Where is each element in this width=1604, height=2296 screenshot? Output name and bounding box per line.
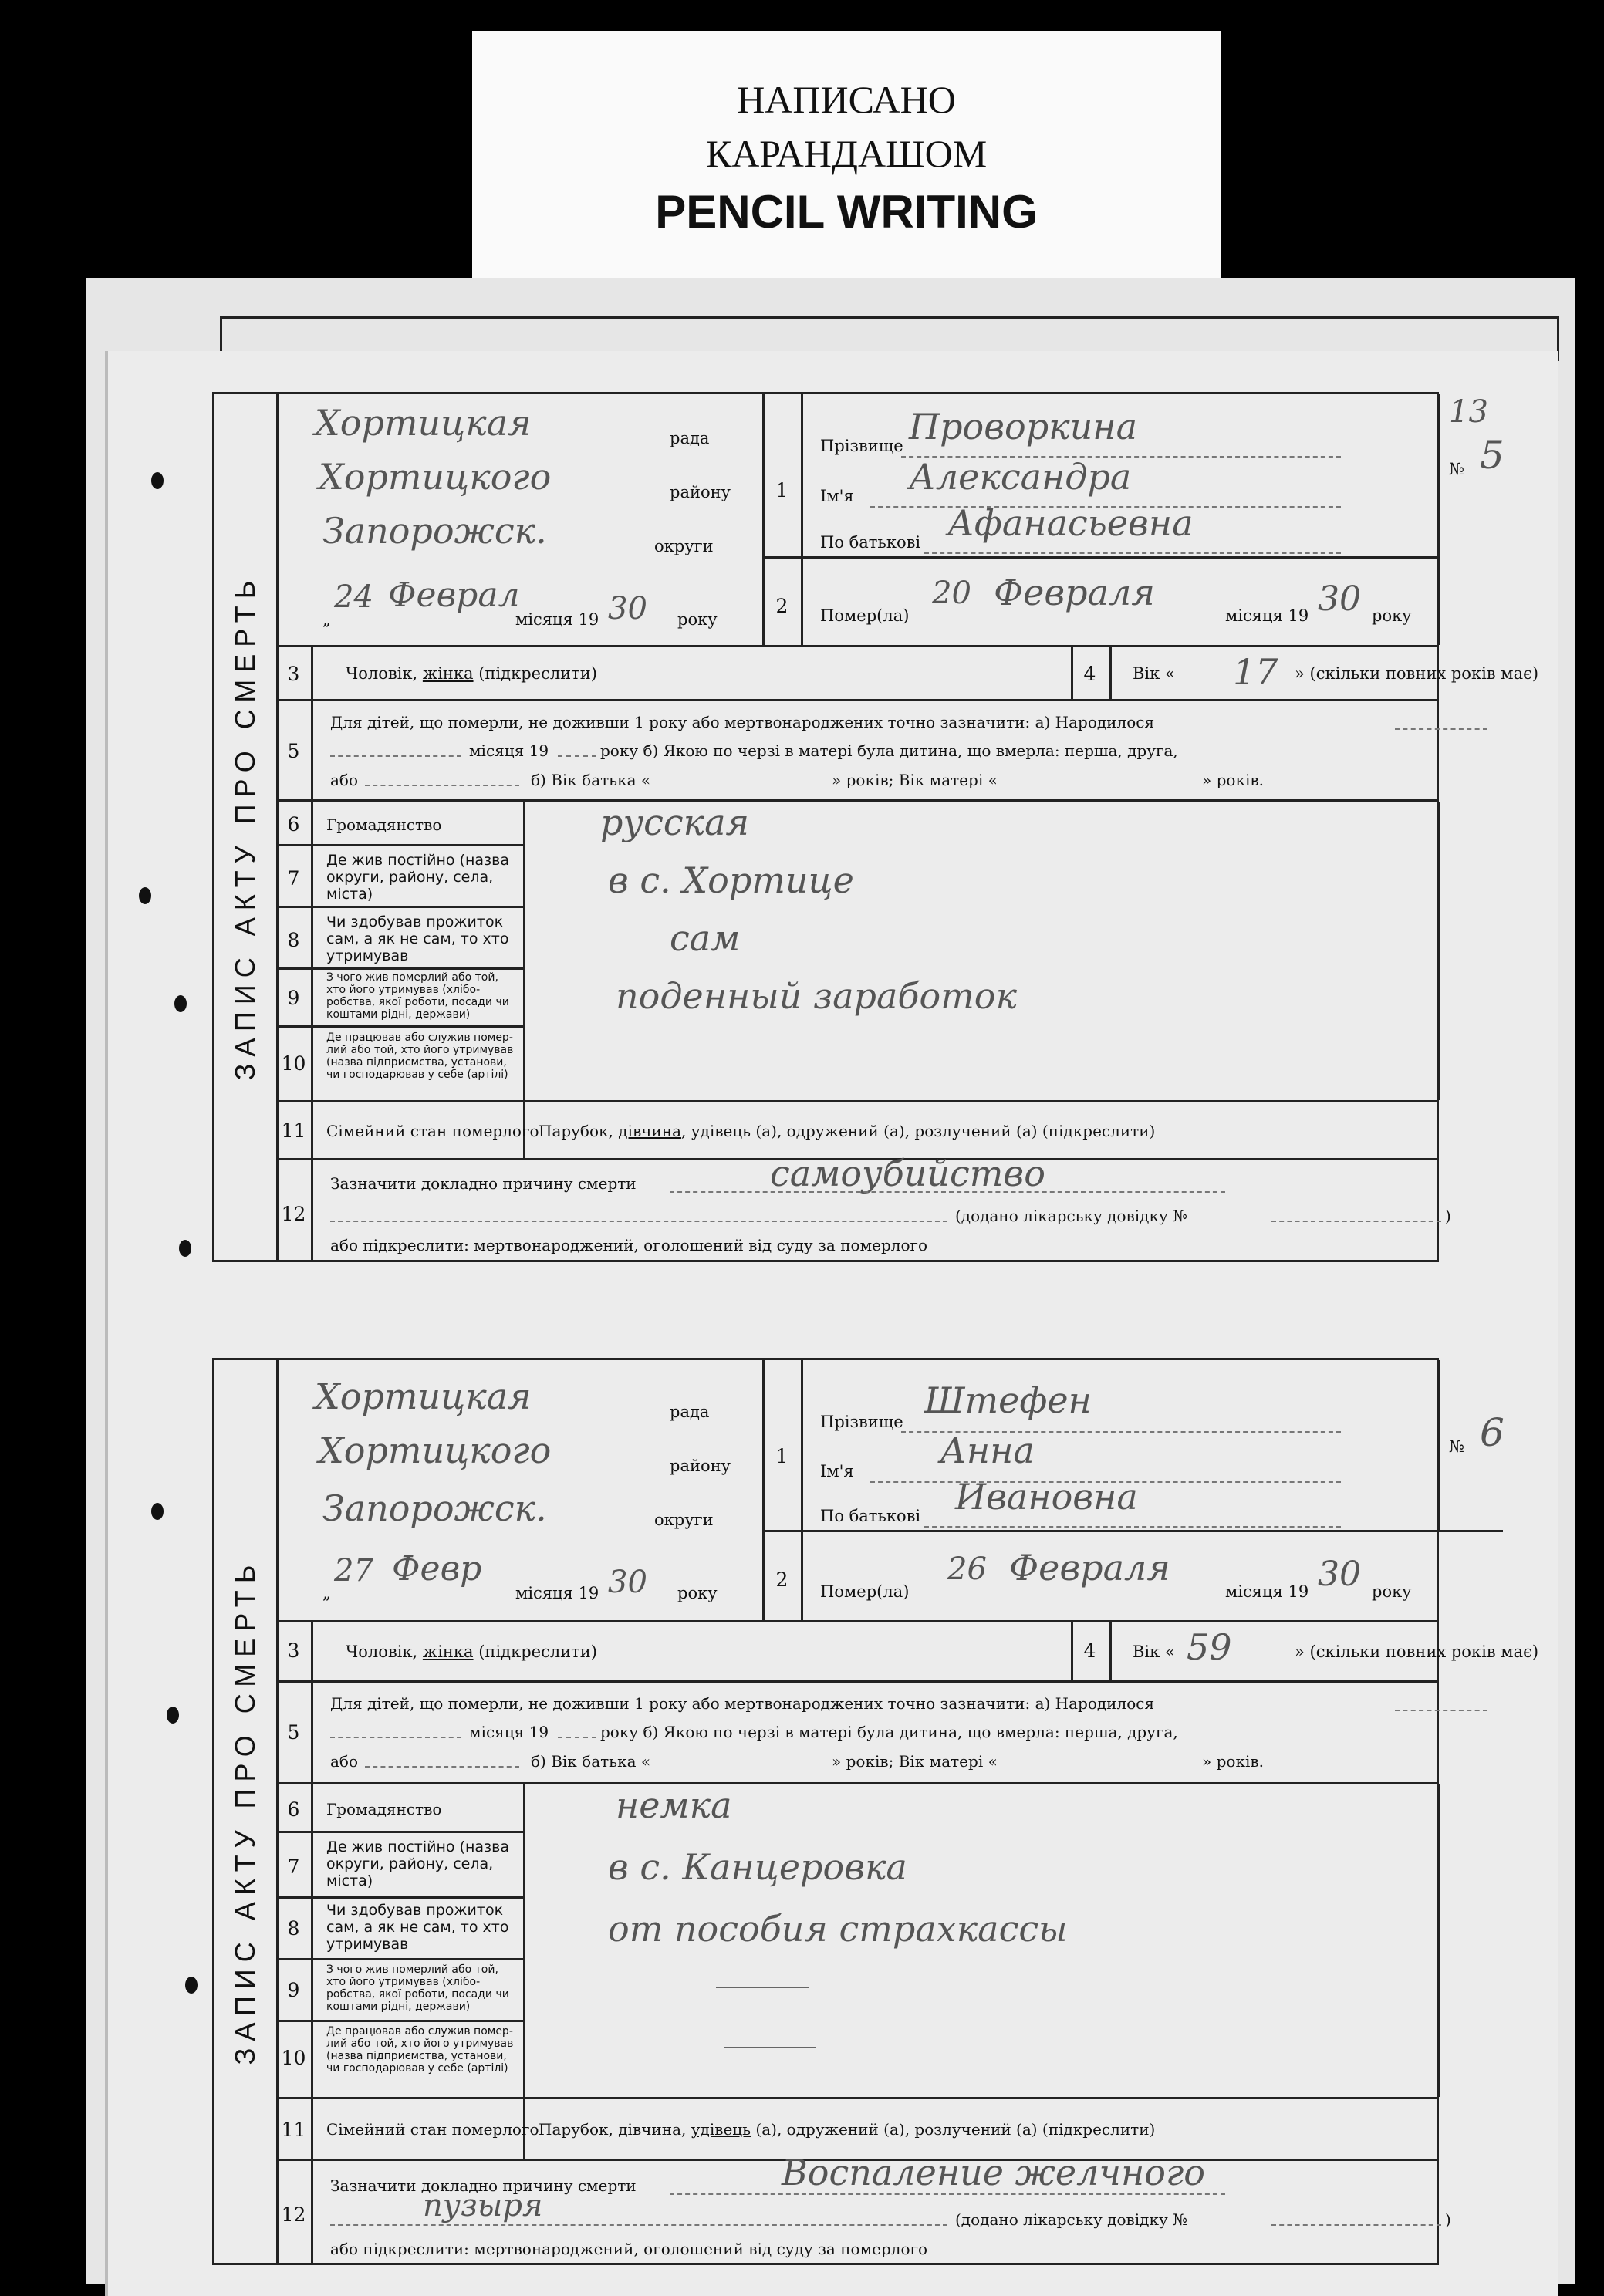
death-year-value: 30 [1318,1555,1361,1594]
cause-value-2: пузыря [423,2188,543,2223]
patronymic-value: Афанасьевна [947,502,1194,544]
death-day-value: 26 [947,1551,987,1587]
row-cause: 12 Зазначити докладно причину смерти самоубийство (додано лікарську довідку № ) або підкреслити: мертвонароджений, оголошений від суду за померлого [276,1160,1437,1262]
row-gender-age: 3 Чоловік, жінка (підкреслити) 4 Вік « 17 » (скільки повних років має) [276,647,1437,701]
age-label: Вік « [1133,664,1175,683]
supported-label: Чи здобував прожиток сам, а як не сам, то хто утримував [326,913,509,964]
record-number-value: 6 [1480,1410,1504,1455]
cause-label: Зазначити докладно причину смерти [330,1174,637,1193]
reg-year-value: 30 [608,1565,647,1600]
punch-hole [151,472,164,489]
form-title-vertical: ЗАПИС АКТУ ПРО СМЕРТЬ [214,394,279,1260]
age-value: 59 [1187,1626,1232,1668]
form-title-vertical: ЗАПИС АКТУ ПРО СМЕРТЬ [214,1360,279,2263]
reg-month-label: місяця 19 [515,610,599,629]
death-date-label: Помер(ла) [820,606,910,625]
reg-month-value: Февр [392,1549,482,1589]
rayon-label: району [670,483,731,501]
name-label: Ім'я [820,487,854,505]
header-block: Хортицкая рада Хортицкого району Запорожск. округи „ 24 Феврал місяця 19 30 року 1 2 Прізвище Проворкина Ім'я Александра По батькові Афанасьевна Помер(ла) 20 Февраля місяця 19 30 року 13 № 5 [276,394,1437,647]
surname-value: Штефен [924,1379,1092,1421]
reg-day-value: 24 [334,579,373,615]
label-line-1: НАПИСАНО [737,78,956,121]
rows-6-10: 6 7 8 9 10 Громадянство Де жив постійно (назва округи, району, села, міста) Чи здобував прожиток сам, а як не сам, то хто утримував З чого жив померлий або той, хто його утримував (хліборобства, якої роботи, посади чи коштами рідні, держави) Де працював або служив померлий або той, хто його утримував (назва підприємства, установи, чи господарював у себе (артілі) немка в с. Канцеровка от пособия страхкассы [276,1784,1437,2099]
cause-value: самоубийство [770,1153,1045,1194]
row-marital: 11 Сімейний стан померлого Парубок, дівчина, удівець (а), одружений (а), розлучений (а) (підкреслити) [276,1102,1437,1160]
reg-month-value: Феврал [388,576,520,615]
livelihood-value: поденный заработок [616,975,1017,1017]
certificate-label: (додано лікарську довідку № [955,1207,1188,1225]
surname-value: Проворкина [909,406,1137,447]
citizenship-label: Громадянство [326,815,442,834]
row-gender-age: 3 Чоловік, жінка (підкреслити) 4 Вік « 59 » (скільки повних років має) [276,1622,1437,1683]
row-children: 5 Для дітей, що померли, не доживши 1 року або мертвонароджених точно зазначити: а) Народилося місяця 19 року б) Якою по черзі в матері була дитина, що вмерла: перша, друга, або б) Вік батька « » років; Вік матері « » років. [276,1683,1437,1784]
marital-options: Парубок, дівчина, удівець (а), одружений (а), розлучений (а) (підкреслити) [539,1122,1156,1140]
row-cause: 12 Зазначити докладно причину смерти Воспаление желчного пузыря (додано лікарську довідку № ) або підкреслити: мертвонароджений, оголошений від суду за померлого [276,2161,1437,2265]
label-line-3: PENCIL WRITING [655,186,1038,238]
death-record-form-2 [212,1358,1539,2265]
patronymic-label: По батькові [820,533,921,552]
death-month-value: Февраля [994,572,1155,613]
row-children: 5 Для дітей, що померли, не доживши 1 року або мертвонароджених точно зазначити: а) Народилося місяця 19 року б) Якою по черзі в матері була дитина, що вмерла: перша, друга, або б) Вік батька « » років; Вік матері « » років. [276,701,1437,802]
name-value: Анна [940,1430,1035,1471]
death-day-value: 20 [932,576,971,611]
stillborn-label: або підкреслити: мертвонароджений, оголошений від суду за померлого [330,1236,928,1254]
row-marital: 11 Сімейний стан померлого Парубок, дівчина, удівець (а), одружений (а), розлучений (а) (підкреслити) [276,2099,1437,2161]
rada-label: рада [670,429,710,447]
punch-hole [139,887,151,904]
punch-hole [185,1977,198,1994]
reg-day-value: 27 [334,1553,373,1589]
rayon-value: Хортицкого [319,1430,552,1471]
label-line-2: КАРАНДАШОМ [705,132,988,175]
rada-value: Хортицкая [315,402,532,444]
rows-6-10: 6 7 8 9 10 Громадянство Де жив постійно (назва округи, району, села, міста) Чи здобував прожиток сам, а як не сам, то хто утримував З чого жив померлий або той, хто його утримував (хліборобства, якої роботи, посади чи коштами рідні, держави) Де працював або служив померлий або той, хто його утримував (назва підприємства, установи, чи господарював у себе (артілі) русская в с. Хортице сам поденный заработок [276,802,1437,1102]
punch-hole [151,1503,164,1520]
rada-value: Хортицкая [315,1376,532,1417]
death-month-value: Февраля [1009,1547,1170,1589]
punch-hole [167,1707,179,1724]
residence-label: Де жив постійно (назва округи, району, села, міста) [326,852,509,903]
punch-hole [174,995,187,1012]
record-number-value: 5 [1480,433,1504,478]
age-value: 17 [1233,651,1278,693]
residence-value: в с. Хортице [608,859,854,901]
okruha-value: Запорожск. [322,510,547,552]
workplace-label: Де працював або служив померлий або той, хто його утримував (назва підприємства, установи, чи господарював у себе (артілі) [326,1032,514,1081]
marital-label: Сімейний стан померлого [326,1122,539,1140]
record-number-prev: 13 [1449,394,1488,430]
rayon-value: Хортицкого [319,456,552,498]
death-year-value: 30 [1318,579,1361,619]
reg-year-label: року [677,610,718,629]
livelihood-label: З чого жив померлий або той, хто його утримував (хліборобства, якої роботи, посади чи коштами рідні, держави) [326,971,509,1021]
supported-value: от пособия страхкассы [608,1908,1068,1950]
cause-value: Воспаление желчного [782,2152,1205,2193]
residence-value: в с. Канцеровка [608,1846,907,1888]
reg-year-value: 30 [608,591,647,626]
gender-label: Чоловік, жінка (підкреслити) [346,664,597,683]
children-line-1: Для дітей, що померли, не доживши 1 року або мертвонароджених точно зазначити: а) Народилося [330,713,1155,731]
surname-label: Прізвище [820,437,903,455]
record-number-label: № [1449,460,1464,478]
okruha-label: округи [654,537,714,555]
pencil-writing-label-card [472,31,1221,285]
age-note: » (скільки повних років має) [1295,664,1539,683]
death-month-label: місяця 19 [1225,606,1309,625]
header-block: Хортицкая рада Хортицкого району Запорожск. округи „ 27 Февр місяця 19 30 року 1 2 Прізвище Штефен Ім'я Анна По батькові Ивановна Помер(ла) 26 Февраля місяця 19 30 року № 6 [276,1360,1437,1622]
citizenship-value: немка [616,1784,732,1826]
citizenship-value: русская [600,802,750,843]
punch-hole [179,1240,191,1257]
name-value: Александра [909,456,1132,498]
patronymic-value: Ивановна [955,1476,1138,1518]
death-record-form-1 [212,392,1539,1262]
supported-value: сам [670,917,741,959]
death-year-label: року [1372,606,1412,625]
okruha-value: Запорожск. [322,1487,547,1529]
